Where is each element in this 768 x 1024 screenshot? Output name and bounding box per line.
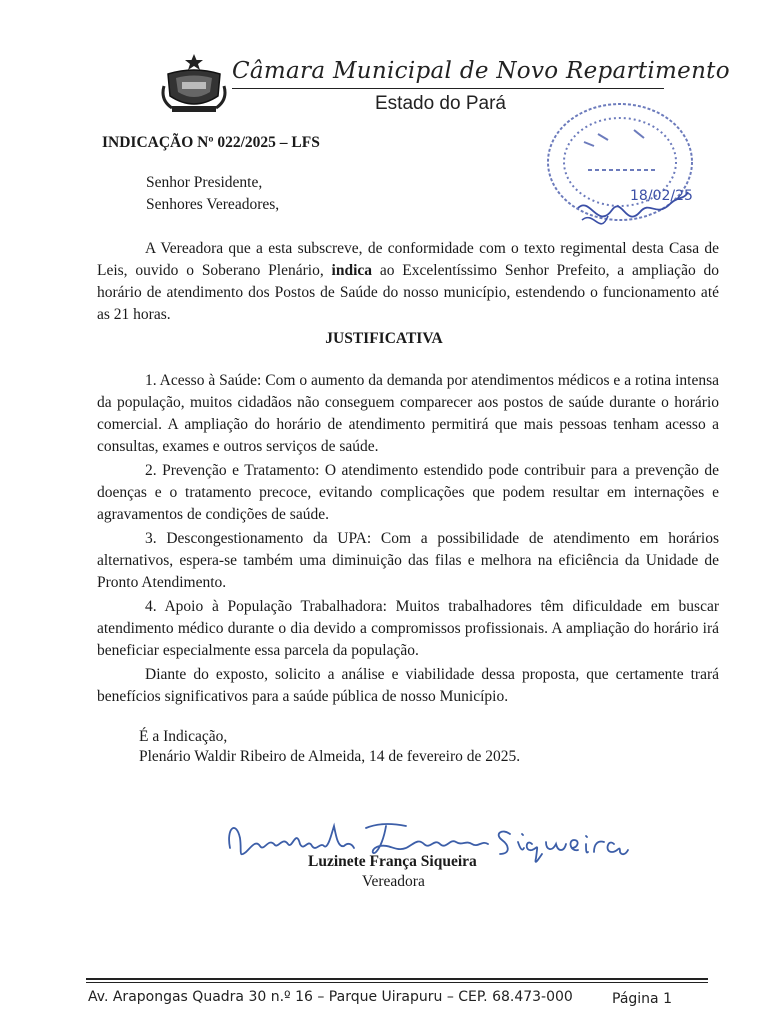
point-1: 1. Acesso à Saúde: Com o aumento da demanda por atendimentos médicos e a rotina intensa da população, muitos cidadãos não conseguem comparecer aos postos de saúde durante o horário comercial. A ampliação do horário de atendimento permitirá que mais pessoas tenham acesso a consultas, exames e outros serviços de saúde. [97, 372, 719, 455]
point-4: 4. Apoio à População Trabalhadora: Muitos trabalhadores têm dificuldade em buscar atendimento médico durante o dia devido a compromissos profissionais. A ampliação do horário irá beneficiar especialmente essa parcela da população. [97, 598, 719, 659]
stamp-date: 18/02/25 [630, 188, 693, 204]
intro-paragraph: A Vereadora que a esta subscreve, de conformidade com o texto regimental desta Casa de Leis, ouvido o Soberano Plenário, indica ao Excelentíssimo Senhor Prefeito, a ampliação do horário de atendimento dos Postos de Saúde do nosso município, estendendo o funcionamento até as 21 horas. [97, 240, 720, 323]
footer-address: Av. Arapongas Quadra 30 n.º 16 – Parque Uirapuru – CEP. 68.473-000 [88, 989, 573, 1005]
place-date-line: Plenário Waldir Ribeiro de Almeida, 14 de fevereiro de 2025. [139, 748, 521, 765]
intro-bold-word: indica [331, 262, 373, 279]
footer-rule [86, 978, 708, 980]
point-2: 2. Prevenção e Tratamento: O atendimento estendido pode contribuir para a prevenção de doenças e o tratamento precoce, evitando complicações que podem resultar em internações e agravamentos de condições de saúde. [97, 462, 719, 523]
indication-title: INDICAÇÃO Nº 022/2025 – LFS [102, 134, 320, 151]
reception-stamp [538, 100, 696, 240]
footer-rule-thin [86, 982, 708, 983]
closing-line: É a Indicação, [139, 728, 228, 745]
salutation-councilors: Senhores Vereadores, [146, 196, 280, 213]
chamber-name: Câmara Municipal de Novo Repartimento [232, 58, 730, 84]
point-3: 3. Descongestionamento da UPA: Com a possibilidade de atendimento em horários alternativos, espera-se também uma diminuição das filas e melhora na eficiência da Unidade de Pronto Atendimento. [97, 530, 719, 591]
salutation-president: Senhor Presidente, [146, 174, 263, 191]
conclusion-paragraph: Diante do exposto, solicito a análise e viabilidade dessa proposta, que certamente trará benefícios significativos para a saúde pública de nosso Município. [97, 666, 719, 705]
letterhead-rule [232, 88, 664, 89]
signer-role: Vereadora [362, 873, 425, 890]
state-name: Estado do Pará [375, 93, 506, 114]
justification-heading: JUSTIFICATIVA [325, 330, 443, 347]
coat-of-arms-icon [160, 52, 228, 116]
signer-name: Luzinete França Siqueira [308, 853, 477, 870]
page-number: Página 1 [612, 991, 672, 1007]
